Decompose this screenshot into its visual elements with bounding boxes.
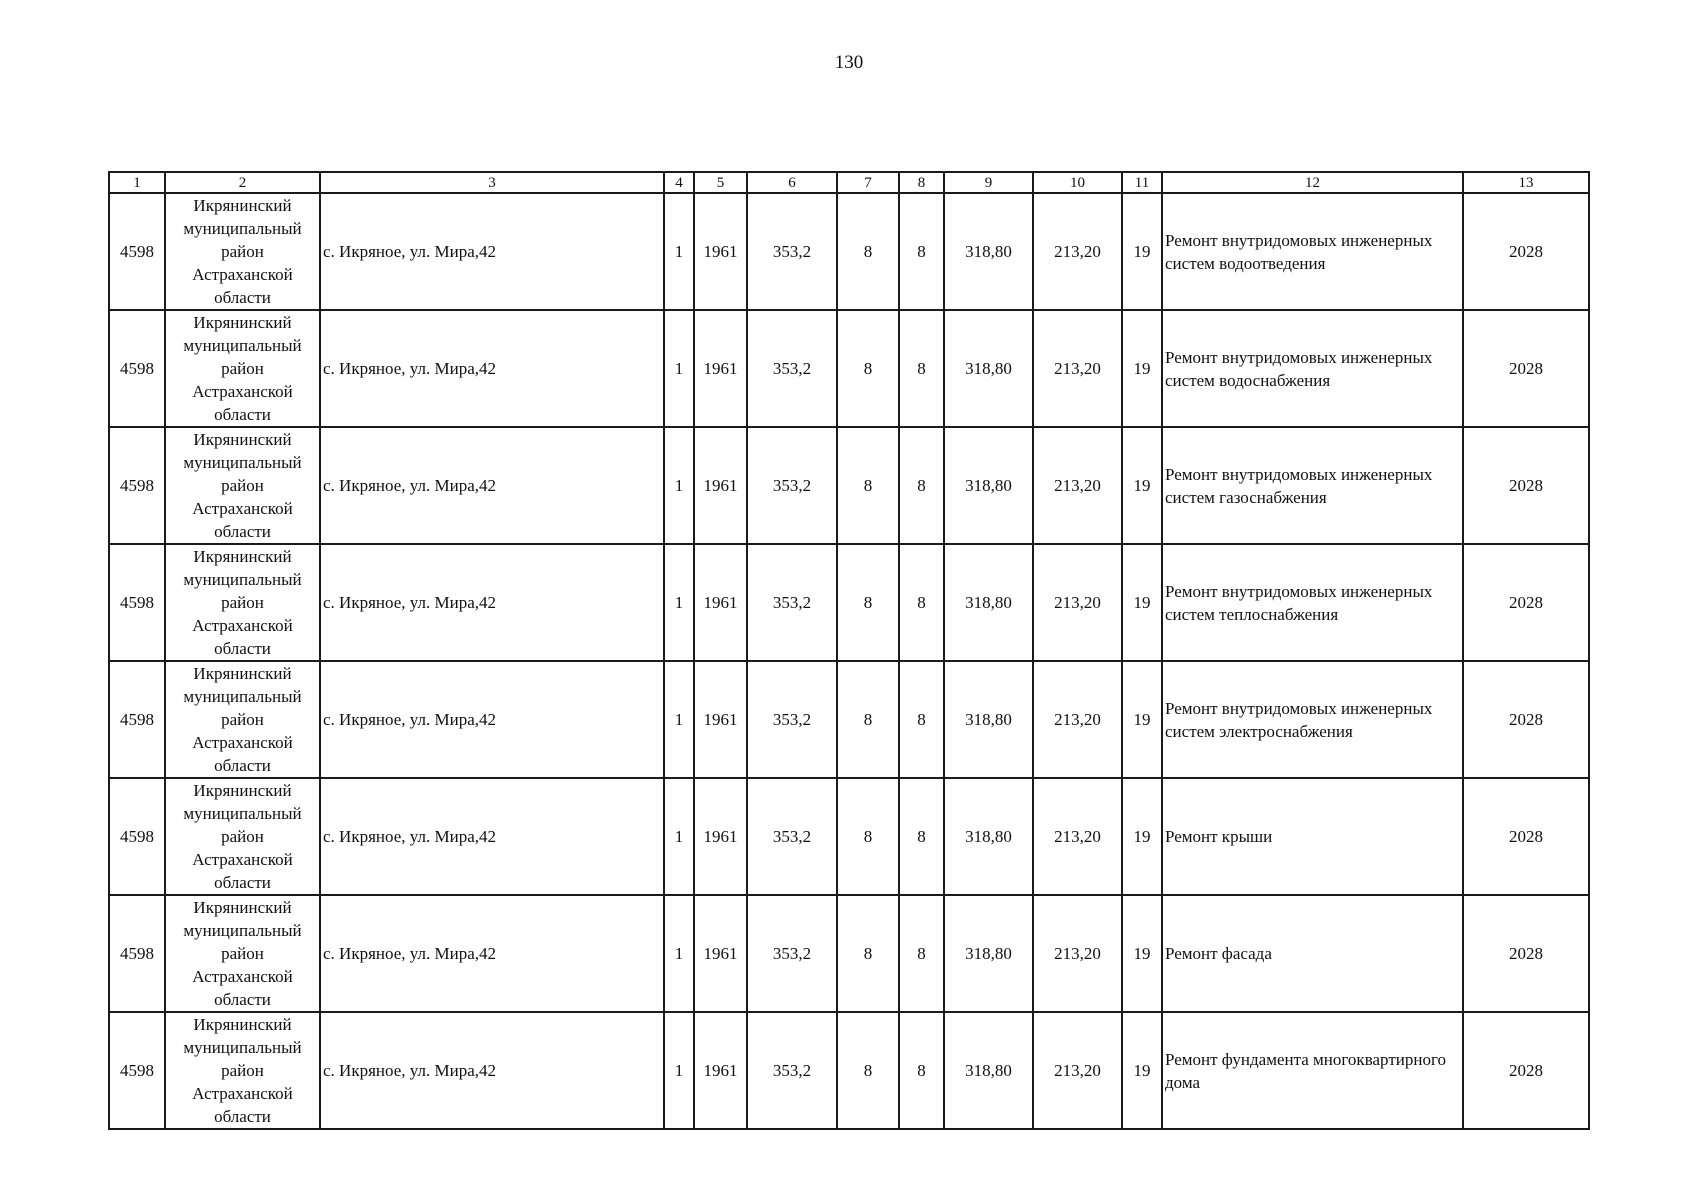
cell-municipality: Икрянинский муниципальный район Астраханской области: [165, 895, 320, 1012]
cell-col-10-value: 213,20: [1033, 1012, 1122, 1129]
cell-planned-year: 2028: [1463, 310, 1589, 427]
cell-work-type: Ремонт внутридомовых инженерных систем водоотведения: [1162, 193, 1463, 310]
cell-col-8: 8: [899, 193, 944, 310]
cell-col-9-value: 318,80: [944, 661, 1033, 778]
cell-object-id: 4598: [109, 661, 165, 778]
header-cell-7: 7: [837, 172, 899, 193]
header-cell-3: 3: [320, 172, 664, 193]
cell-col-7: 8: [837, 544, 899, 661]
cell-total-area: 353,2: [747, 427, 837, 544]
cell-total-area: 353,2: [747, 661, 837, 778]
cell-planned-year: 2028: [1463, 778, 1589, 895]
cell-year-built: 1961: [694, 193, 747, 310]
cell-address: с. Икряное, ул. Мира,42: [320, 661, 664, 778]
table-row: [109, 544, 1589, 661]
cell-total-area: 353,2: [747, 778, 837, 895]
cell-object-id: 4598: [109, 544, 165, 661]
cell-municipality: Икрянинский муниципальный район Астраханской области: [165, 193, 320, 310]
cell-col-11: 19: [1122, 895, 1162, 1012]
header-row: [109, 172, 1589, 193]
cell-address: с. Икряное, ул. Мира,42: [320, 193, 664, 310]
cell-year-built: 1961: [694, 427, 747, 544]
cell-municipality: Икрянинский муниципальный район Астраханской области: [165, 427, 320, 544]
header-cell-2: 2: [165, 172, 320, 193]
table-row: [109, 193, 1589, 310]
cell-col-8: 8: [899, 427, 944, 544]
cell-col-8: 8: [899, 661, 944, 778]
cell-col-10-value: 213,20: [1033, 661, 1122, 778]
header-cell-13: 13: [1463, 172, 1589, 193]
cell-object-id: 4598: [109, 895, 165, 1012]
cell-work-type: Ремонт внутридомовых инженерных систем газоснабжения: [1162, 427, 1463, 544]
cell-total-area: 353,2: [747, 895, 837, 1012]
cell-planned-year: 2028: [1463, 1012, 1589, 1129]
cell-col-4: 1: [664, 193, 694, 310]
cell-work-type: Ремонт внутридомовых инженерных систем электроснабжения: [1162, 661, 1463, 778]
cell-year-built: 1961: [694, 778, 747, 895]
table-row: [109, 427, 1589, 544]
cell-col-10-value: 213,20: [1033, 310, 1122, 427]
cell-address: с. Икряное, ул. Мира,42: [320, 778, 664, 895]
cell-col-4: 1: [664, 544, 694, 661]
page-number: 130: [834, 52, 864, 73]
cell-object-id: 4598: [109, 427, 165, 544]
cell-address: с. Икряное, ул. Мира,42: [320, 895, 664, 1012]
cell-object-id: 4598: [109, 193, 165, 310]
cell-object-id: 4598: [109, 310, 165, 427]
cell-col-8: 8: [899, 895, 944, 1012]
cell-year-built: 1961: [694, 661, 747, 778]
cell-col-11: 19: [1122, 193, 1162, 310]
cell-col-4: 1: [664, 895, 694, 1012]
cell-total-area: 353,2: [747, 544, 837, 661]
header-cell-4: 4: [664, 172, 694, 193]
header-cell-9: 9: [944, 172, 1033, 193]
cell-total-area: 353,2: [747, 1012, 837, 1129]
capital-repair-table: [108, 171, 1588, 1130]
cell-object-id: 4598: [109, 1012, 165, 1129]
cell-total-area: 353,2: [747, 193, 837, 310]
cell-col-7: 8: [837, 778, 899, 895]
cell-col-9-value: 318,80: [944, 544, 1033, 661]
table-row: [109, 895, 1589, 1012]
cell-col-9-value: 318,80: [944, 427, 1033, 544]
cell-work-type: Ремонт фундамента многоквартирного дома: [1162, 1012, 1463, 1129]
cell-col-7: 8: [837, 427, 899, 544]
table-row: [109, 310, 1589, 427]
cell-col-11: 19: [1122, 544, 1162, 661]
cell-col-11: 19: [1122, 427, 1162, 544]
cell-object-id: 4598: [109, 778, 165, 895]
cell-col-11: 19: [1122, 661, 1162, 778]
cell-year-built: 1961: [694, 1012, 747, 1129]
cell-col-9-value: 318,80: [944, 778, 1033, 895]
header-cell-8: 8: [899, 172, 944, 193]
cell-col-7: 8: [837, 1012, 899, 1129]
table-header: [109, 172, 1589, 193]
cell-planned-year: 2028: [1463, 895, 1589, 1012]
cell-col-8: 8: [899, 778, 944, 895]
cell-col-7: 8: [837, 895, 899, 1012]
cell-planned-year: 2028: [1463, 661, 1589, 778]
cell-col-9-value: 318,80: [944, 193, 1033, 310]
cell-col-4: 1: [664, 778, 694, 895]
cell-col-9-value: 318,80: [944, 895, 1033, 1012]
cell-col-7: 8: [837, 310, 899, 427]
cell-col-10-value: 213,20: [1033, 427, 1122, 544]
header-cell-1: 1: [109, 172, 165, 193]
cell-address: с. Икряное, ул. Мира,42: [320, 427, 664, 544]
cell-year-built: 1961: [694, 895, 747, 1012]
cell-col-7: 8: [837, 661, 899, 778]
cell-work-type: Ремонт фасада: [1162, 895, 1463, 1012]
cell-work-type: Ремонт внутридомовых инженерных систем теплоснабжения: [1162, 544, 1463, 661]
cell-address: с. Икряное, ул. Мира,42: [320, 544, 664, 661]
cell-col-4: 1: [664, 661, 694, 778]
cell-municipality: Икрянинский муниципальный район Астраханской области: [165, 661, 320, 778]
cell-address: с. Икряное, ул. Мира,42: [320, 310, 664, 427]
cell-municipality: Икрянинский муниципальный район Астраханской области: [165, 1012, 320, 1129]
cell-planned-year: 2028: [1463, 544, 1589, 661]
header-cell-10: 10: [1033, 172, 1122, 193]
cell-work-type: Ремонт крыши: [1162, 778, 1463, 895]
cell-planned-year: 2028: [1463, 427, 1589, 544]
header-cell-11: 11: [1122, 172, 1162, 193]
cell-col-4: 1: [664, 427, 694, 544]
cell-col-11: 19: [1122, 310, 1162, 427]
cell-work-type: Ремонт внутридомовых инженерных систем водоснабжения: [1162, 310, 1463, 427]
cell-col-10-value: 213,20: [1033, 895, 1122, 1012]
cell-address: с. Икряное, ул. Мира,42: [320, 1012, 664, 1129]
cell-col-11: 19: [1122, 778, 1162, 895]
cell-col-4: 1: [664, 1012, 694, 1129]
cell-municipality: Икрянинский муниципальный район Астраханской области: [165, 778, 320, 895]
cell-col-9-value: 318,80: [944, 310, 1033, 427]
cell-col-10-value: 213,20: [1033, 193, 1122, 310]
cell-municipality: Икрянинский муниципальный район Астраханской области: [165, 544, 320, 661]
cell-year-built: 1961: [694, 544, 747, 661]
table-body: [109, 193, 1589, 1129]
table-row: [109, 661, 1589, 778]
cell-col-8: 8: [899, 544, 944, 661]
cell-col-8: 8: [899, 1012, 944, 1129]
cell-col-11: 19: [1122, 1012, 1162, 1129]
data-table: [108, 171, 1590, 1130]
cell-planned-year: 2028: [1463, 193, 1589, 310]
header-cell-12: 12: [1162, 172, 1463, 193]
cell-total-area: 353,2: [747, 310, 837, 427]
cell-municipality: Икрянинский муниципальный район Астраханской области: [165, 310, 320, 427]
table-row: [109, 1012, 1589, 1129]
cell-col-10-value: 213,20: [1033, 544, 1122, 661]
header-cell-6: 6: [747, 172, 837, 193]
header-cell-5: 5: [694, 172, 747, 193]
cell-col-7: 8: [837, 193, 899, 310]
cell-col-8: 8: [899, 310, 944, 427]
cell-col-9-value: 318,80: [944, 1012, 1033, 1129]
table-row: [109, 778, 1589, 895]
cell-year-built: 1961: [694, 310, 747, 427]
cell-col-10-value: 213,20: [1033, 778, 1122, 895]
cell-col-4: 1: [664, 310, 694, 427]
